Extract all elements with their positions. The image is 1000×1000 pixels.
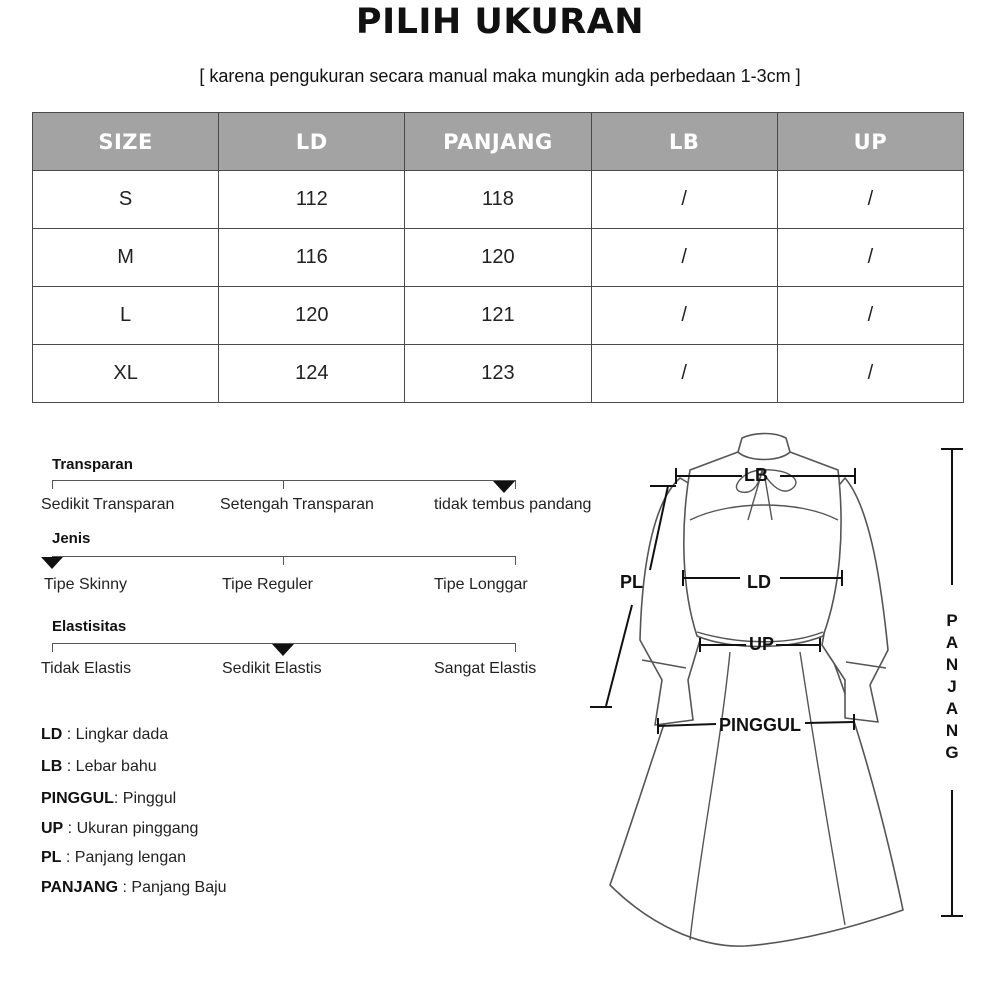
table-cell: M [33, 229, 219, 287]
header-lb: LB [591, 113, 777, 171]
transparan-option: Setengah Transparan [220, 496, 374, 513]
legend-item-up: UP : Ukuran pinggang [41, 820, 199, 837]
legend-item-pinggul: PINGGUL: Pinggul [41, 790, 177, 807]
legend-item-panjang: PANJANG : Panjang Baju [41, 879, 227, 896]
table-cell: / [591, 345, 777, 403]
table-cell: 123 [405, 345, 591, 403]
jenis-option: Tipe Skinny [44, 576, 127, 593]
dress-collar [738, 434, 790, 460]
header-size: SIZE [33, 113, 219, 171]
table-cell: 116 [219, 229, 405, 287]
jenis-option: Tipe Longgar [434, 576, 528, 593]
elastisitas-label: Elastisitas [52, 618, 127, 635]
diagram-label-lb: LB [744, 465, 768, 485]
jenis-label: Jenis [52, 530, 91, 547]
diagram-label-up: UP [749, 634, 775, 654]
table-cell: / [777, 171, 963, 229]
table-cell: / [591, 287, 777, 345]
pinggul-measure-line [805, 722, 854, 723]
table-cell: 120 [219, 287, 405, 345]
transparan-option: tidak tembus pandang [434, 496, 592, 513]
diagram-label-pinggul: PINGGUL [719, 715, 802, 735]
table-cell: 121 [405, 287, 591, 345]
header-up: UP [777, 113, 963, 171]
table-cell: / [777, 345, 963, 403]
table-cell: 120 [405, 229, 591, 287]
diagram-label-pl: PL [620, 572, 644, 592]
table-cell: 112 [219, 171, 405, 229]
table-cell: / [777, 287, 963, 345]
legend-item-ld: LD : Lingkar dada [41, 726, 169, 743]
transparan-option: Sedikit Transparan [41, 496, 175, 513]
table-cell: / [777, 229, 963, 287]
table-cell: S [33, 171, 219, 229]
panjang-letter: N [945, 655, 959, 674]
panjang-letter: P [946, 611, 958, 630]
header-panjang: PANJANG [405, 113, 591, 171]
panjang-letter: J [947, 677, 957, 696]
elastisitas-option: Sedikit Elastis [222, 660, 322, 677]
table-cell: / [591, 229, 777, 287]
legend-item-pl: PL : Panjang lengan [41, 849, 187, 866]
table-cell: L [33, 287, 219, 345]
table-cell: / [591, 171, 777, 229]
panjang-letter: N [945, 721, 959, 740]
pl-measure-line [606, 605, 632, 706]
table-cell: 124 [219, 345, 405, 403]
elastisitas-option: Tidak Elastis [41, 660, 132, 677]
jenis-option: Tipe Reguler [222, 576, 314, 593]
diagram-label-ld: LD [747, 572, 771, 592]
elastisitas-option: Sangat Elastis [434, 660, 537, 677]
transparan-label: Transparan [52, 456, 133, 473]
panjang-letter: G [945, 743, 959, 762]
header-ld: LD [219, 113, 405, 171]
table-cell: XL [33, 345, 219, 403]
panjang-letter: A [945, 633, 959, 652]
page-subtitle: [ karena pengukuran secara manual maka mungkin ada perbedaan 1-3cm ] [199, 66, 801, 86]
legend-item-lb: LB : Lebar bahu [41, 758, 157, 775]
table-cell: 118 [405, 171, 591, 229]
page-title: PILIH UKURAN [355, 2, 645, 42]
panjang-letter: A [945, 699, 959, 718]
